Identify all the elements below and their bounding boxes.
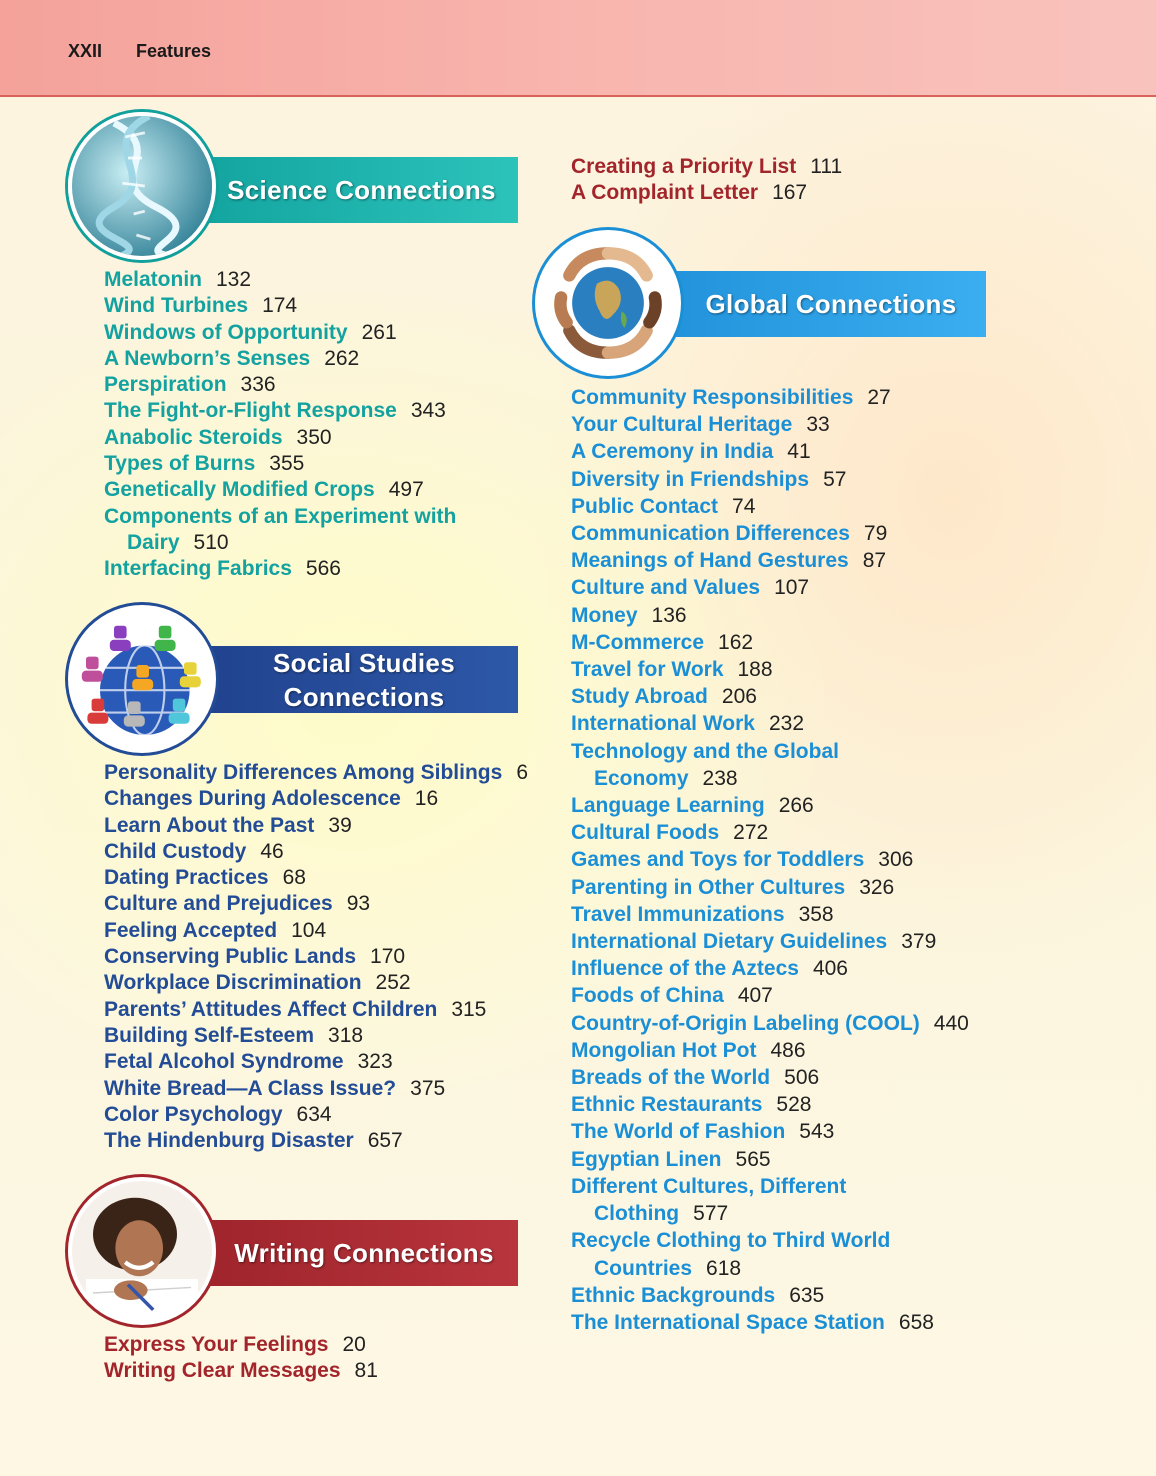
list-item	[104, 451, 456, 477]
item-title: Country-of-Origin Labeling (COOL)	[571, 1011, 920, 1035]
list-item	[571, 710, 969, 737]
item-title-continued: Clothing	[594, 1202, 680, 1226]
item-title: M-Commerce	[571, 630, 705, 654]
item-title: White Bread—A Class Issue?	[104, 1076, 397, 1100]
item-page-number: 132	[216, 268, 252, 291]
list-item-continued	[571, 1200, 969, 1227]
list-item	[104, 293, 456, 319]
list-item-continued	[571, 1255, 969, 1282]
item-page-number: 406	[812, 957, 848, 981]
list-item	[571, 520, 969, 547]
item-title: Diversity in Friendships	[571, 467, 810, 491]
page-number: XXII	[68, 41, 103, 61]
global-connections-list	[571, 384, 969, 1336]
list-item	[571, 901, 969, 928]
list-item	[104, 865, 528, 891]
item-title: Dating Practices	[104, 866, 269, 890]
item-title: Recycle Clothing to Third World	[571, 1229, 891, 1253]
item-title: Public Contact	[571, 494, 719, 518]
item-title: Changes During Adolescence	[104, 787, 401, 811]
list-item	[104, 997, 528, 1023]
item-title: Community Responsibilities	[571, 386, 854, 409]
item-page-number: 343	[410, 399, 446, 423]
list-item	[571, 982, 969, 1009]
item-title-continued: Dairy	[127, 530, 180, 554]
item-title: Child Custody	[104, 839, 247, 863]
item-title: Travel for Work	[571, 658, 724, 682]
item-page-number: 6	[516, 761, 529, 784]
list-item	[571, 656, 969, 683]
item-title: Mongolian Hot Pot	[571, 1038, 757, 1062]
list-item	[104, 320, 456, 346]
science-connections-title: Science Connections	[227, 174, 496, 205]
item-page-number: 618	[706, 1256, 742, 1280]
item-title: Breads of the World	[571, 1066, 771, 1090]
item-page-number: 232	[768, 712, 805, 736]
item-title: Communication Differences	[571, 522, 850, 546]
list-item	[571, 493, 969, 520]
item-page-number: 252	[375, 971, 411, 995]
item-page-number: 355	[269, 452, 305, 476]
item-title: Feeling Accepted	[104, 918, 278, 942]
item-page-number: 111	[810, 155, 843, 178]
list-item	[571, 1010, 969, 1037]
item-title: Types of Burns	[104, 452, 256, 476]
item-page-number: 407	[737, 984, 773, 1008]
item-page-number: 358	[798, 902, 834, 926]
item-title: A Ceremony in India	[571, 440, 774, 464]
list-item	[104, 786, 528, 812]
list-item	[104, 760, 528, 786]
item-title: Interfacing Fabrics	[104, 557, 292, 581]
item-title: The Hindenburg Disaster	[104, 1129, 354, 1153]
item-page-number: 528	[776, 1093, 812, 1117]
item-title: Different Cultures, Different	[571, 1174, 847, 1198]
list-item	[571, 466, 969, 493]
item-page-number: 238	[702, 766, 738, 790]
item-title: Money	[571, 603, 638, 627]
item-title: Components of an Experiment with	[104, 504, 457, 528]
list-item	[571, 411, 969, 438]
list-item	[571, 1309, 969, 1336]
item-page-number: 68	[282, 866, 306, 890]
item-page-number: 16	[414, 787, 439, 811]
item-page-number: 375	[410, 1076, 446, 1100]
item-title: The World of Fashion	[571, 1120, 786, 1144]
item-page-number: 266	[778, 794, 814, 818]
item-page-number: 74	[732, 494, 756, 518]
item-title: Workplace Discrimination	[104, 971, 362, 995]
item-title: Culture and Prejudices	[104, 892, 333, 916]
item-page-number: 565	[735, 1147, 771, 1171]
item-page-number: 27	[867, 386, 891, 409]
list-item	[571, 1091, 969, 1118]
item-title: Language Learning	[571, 794, 765, 818]
item-page-number: 486	[770, 1038, 806, 1062]
list-item	[104, 944, 528, 970]
list-item	[571, 438, 969, 465]
list-item	[571, 1037, 969, 1064]
item-page-number: 188	[737, 658, 773, 682]
item-title: Parents’ Attitudes Affect Children	[104, 997, 438, 1021]
item-title: Fetal Alcohol Syndrome	[104, 1050, 344, 1074]
item-title: Creating a Priority List	[571, 155, 797, 178]
item-title: Building Self-Esteem	[104, 1023, 315, 1047]
item-page-number: 261	[361, 320, 397, 344]
item-page-number: 318	[328, 1023, 364, 1047]
list-item	[104, 1332, 378, 1358]
item-page-number: 174	[262, 294, 298, 318]
item-page-number: 107	[774, 576, 810, 600]
science-connections-list	[104, 267, 456, 583]
list-item-continued	[571, 765, 969, 792]
item-title-continued: Economy	[594, 766, 689, 790]
item-page-number: 497	[388, 478, 424, 502]
list-item	[571, 154, 842, 180]
item-page-number: 326	[859, 875, 895, 899]
item-title: Windows of Opportunity	[104, 320, 348, 344]
social-studies-title-line1: Social Studies	[273, 647, 455, 678]
list-item	[571, 180, 842, 206]
list-item	[571, 1227, 969, 1254]
item-title-continued: Countries	[594, 1256, 693, 1280]
item-title: Egyptian Linen	[571, 1147, 722, 1171]
item-title: International Work	[571, 712, 755, 736]
item-title: Express Your Feelings	[104, 1333, 329, 1356]
list-item	[104, 267, 456, 293]
list-item	[571, 738, 969, 765]
item-title: Ethnic Restaurants	[571, 1093, 763, 1117]
item-title: Learn About the Past	[104, 813, 315, 837]
item-page-number: 136	[651, 603, 687, 627]
list-item	[104, 813, 528, 839]
item-title: Perspiration	[104, 373, 227, 397]
item-title: Cultural Foods	[571, 821, 720, 845]
item-title: International Dietary Guidelines	[571, 930, 888, 954]
item-page-number: 41	[787, 440, 811, 464]
item-page-number: 206	[721, 685, 757, 709]
item-page-number: 170	[370, 945, 406, 969]
item-title: Travel Immunizations	[571, 902, 785, 926]
item-page-number: 87	[862, 549, 887, 573]
item-title: A Complaint Letter	[571, 181, 759, 205]
item-page-number: 577	[693, 1202, 729, 1226]
list-item	[571, 792, 969, 819]
item-page-number: 440	[933, 1011, 969, 1035]
list-item	[571, 846, 969, 873]
writing-connections-list-continued	[571, 154, 842, 207]
list-item	[571, 1118, 969, 1145]
item-page-number: 272	[733, 821, 769, 845]
list-item	[104, 398, 456, 424]
list-item	[104, 839, 528, 865]
item-page-number: 635	[789, 1283, 825, 1307]
list-item	[571, 819, 969, 846]
list-item	[104, 1358, 378, 1384]
list-item	[571, 1173, 969, 1200]
item-page-number: 306	[878, 848, 914, 872]
item-page-number: 39	[328, 813, 352, 837]
item-title: The Fight-or-Flight Response	[104, 399, 397, 423]
item-title: Parenting in Other Cultures	[571, 875, 846, 899]
item-title: Your Cultural Heritage	[571, 413, 793, 437]
list-item	[571, 928, 969, 955]
list-item	[104, 477, 456, 503]
item-page-number: 262	[324, 346, 360, 370]
hands-globe-icon	[535, 230, 681, 376]
list-item	[104, 346, 456, 372]
writing-connections-title: Writing Connections	[234, 1237, 494, 1268]
list-item	[104, 1128, 528, 1154]
list-item	[571, 1282, 969, 1309]
item-title: Games and Toys for Toddlers	[571, 848, 865, 872]
list-item	[104, 1102, 528, 1128]
item-page-number: 658	[898, 1310, 934, 1334]
item-page-number: 506	[784, 1066, 820, 1090]
item-page-number: 350	[296, 425, 332, 449]
list-item	[104, 556, 456, 582]
item-page-number: 657	[367, 1129, 403, 1153]
social-studies-title-line2: Connections	[283, 681, 445, 712]
item-title: Meanings of Hand Gestures	[571, 549, 849, 573]
item-page-number: 566	[305, 557, 341, 581]
item-page-number: 336	[240, 373, 276, 397]
item-page-number: 634	[296, 1102, 332, 1126]
item-page-number: 167	[772, 181, 808, 205]
item-title: Foods of China	[571, 984, 724, 1008]
item-page-number: 323	[357, 1050, 393, 1074]
list-item	[571, 683, 969, 710]
list-item-continued	[104, 530, 456, 556]
item-page-number: 104	[291, 918, 327, 942]
global-connections-title: Global Connections	[705, 288, 957, 319]
item-page-number: 46	[260, 839, 284, 863]
list-item	[104, 1049, 528, 1075]
item-title: Ethnic Backgrounds	[571, 1283, 776, 1307]
item-title: Personality Differences Among Siblings	[104, 761, 503, 784]
list-item	[104, 891, 528, 917]
list-item	[571, 1064, 969, 1091]
item-title: The International Space Station	[571, 1310, 885, 1334]
item-title: Technology and the Global	[571, 739, 839, 763]
item-title: A Newborn’s Senses	[104, 346, 311, 370]
social-studies-connections-list	[104, 760, 528, 1154]
item-title: Color Psychology	[104, 1102, 283, 1126]
item-title: Culture and Values	[571, 576, 761, 600]
item-page-number: 379	[901, 930, 937, 954]
writing-connections-list	[104, 1332, 378, 1385]
item-page-number: 93	[346, 892, 371, 916]
item-page-number: 162	[718, 630, 754, 654]
list-item	[571, 384, 969, 411]
item-page-number: 315	[451, 997, 487, 1021]
item-title: Influence of the Aztecs	[571, 957, 799, 981]
item-page-number: 33	[806, 413, 830, 437]
item-title: Study Abroad	[571, 685, 708, 709]
writing-person-icon	[68, 1177, 216, 1325]
dna-helix-icon	[68, 112, 216, 260]
item-page-number: 543	[799, 1120, 835, 1144]
list-item	[104, 372, 456, 398]
item-page-number: 20	[342, 1333, 366, 1356]
list-item	[571, 874, 969, 901]
list-item	[571, 629, 969, 656]
list-item	[571, 1146, 969, 1173]
item-title: Conserving Public Lands	[104, 945, 357, 969]
item-title: Genetically Modified Crops	[104, 478, 375, 502]
list-item	[571, 547, 969, 574]
list-item	[104, 1023, 528, 1049]
item-page-number: 79	[863, 522, 888, 546]
page-title: Features	[136, 41, 212, 61]
list-item	[104, 425, 456, 451]
globe-people-icon	[68, 605, 216, 753]
item-title: Wind Turbines	[104, 294, 249, 318]
list-item	[104, 970, 528, 996]
item-title: Writing Clear Messages	[104, 1359, 341, 1383]
list-item	[571, 602, 969, 629]
item-page-number: 81	[354, 1359, 378, 1383]
item-title: Anabolic Steroids	[104, 425, 283, 449]
item-page-number: 510	[193, 530, 229, 554]
list-item	[104, 1076, 528, 1102]
item-title: Melatonin	[104, 268, 202, 291]
list-item	[571, 955, 969, 982]
list-item	[104, 918, 528, 944]
item-page-number: 57	[823, 467, 847, 491]
page-header	[0, 0, 1156, 97]
list-item	[571, 574, 969, 601]
list-item	[104, 504, 456, 530]
